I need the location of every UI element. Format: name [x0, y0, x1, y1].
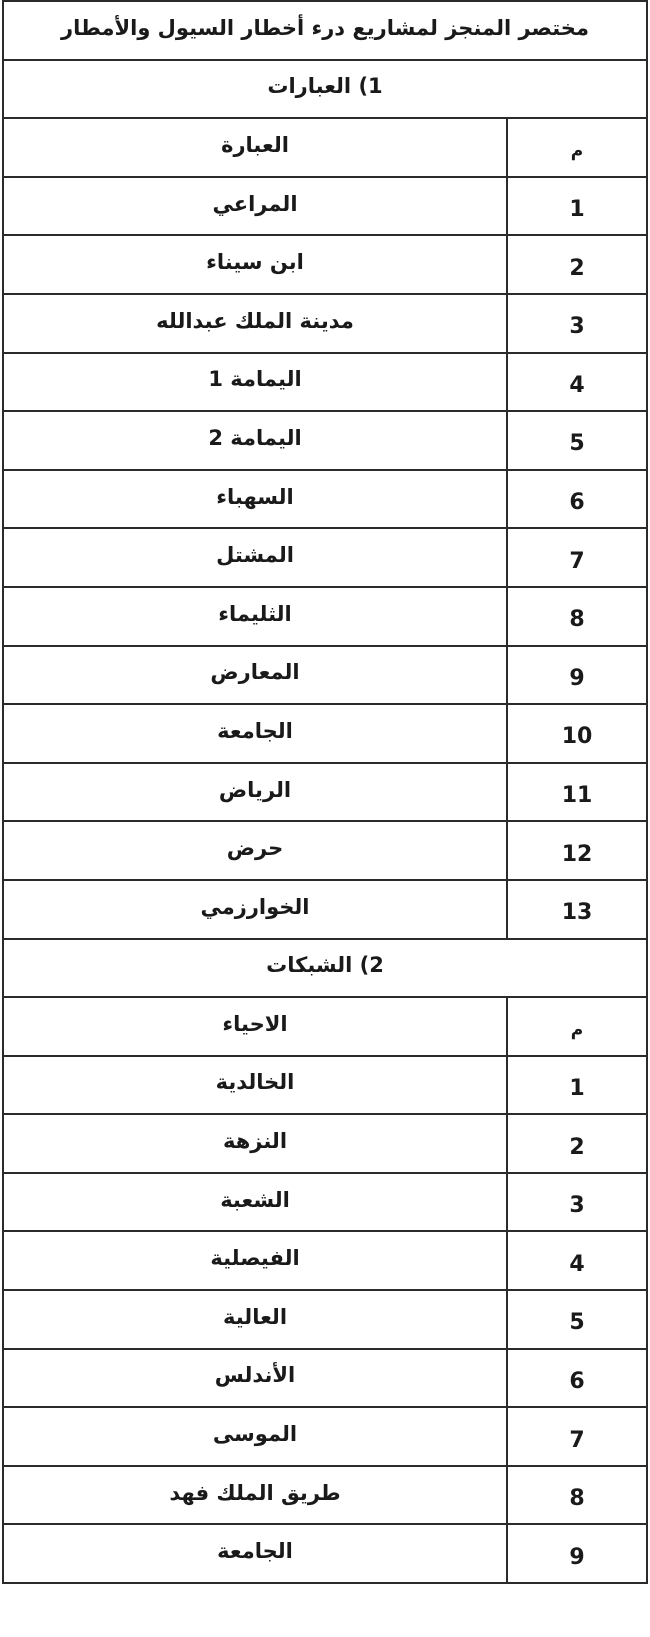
- row-name: الأندلس: [214, 1363, 296, 1388]
- row-number: 2: [506, 1115, 646, 1172]
- row-number: 5: [506, 1291, 646, 1348]
- row-number: 7: [506, 1408, 646, 1465]
- table-row: [4, 412, 646, 471]
- table-row: [4, 822, 646, 881]
- section-heading-culverts: 1) العبارات: [267, 74, 383, 99]
- row-number: 7: [506, 529, 646, 586]
- row-name: الجامعة: [217, 718, 293, 743]
- table-row: [4, 1174, 646, 1233]
- row-name: الخوارزمي: [200, 894, 310, 919]
- row-number: 12: [506, 822, 646, 879]
- table-row: [4, 764, 646, 823]
- table-row: [4, 354, 646, 413]
- table-row: [4, 588, 646, 647]
- row-name: الجامعة: [217, 1539, 293, 1564]
- table-title-row: [4, 2, 646, 61]
- table-row: [4, 1232, 646, 1291]
- row-number: 4: [506, 354, 646, 411]
- row-name: المشتل: [216, 543, 294, 568]
- row-name: اليمامة 1: [208, 367, 302, 392]
- table-row: [4, 178, 646, 237]
- column-header-name: الاحياء: [222, 1011, 288, 1036]
- table-row: [4, 647, 646, 706]
- row-name: الثليماء: [218, 601, 292, 626]
- column-header-row: [4, 998, 646, 1057]
- table-row: [4, 1525, 646, 1584]
- table-row: [4, 1291, 646, 1350]
- row-number: 3: [506, 295, 646, 352]
- table-title: مختصر المنجز لمشاريع درء أخطار السيول والأمطار: [61, 15, 589, 40]
- row-name: طريق الملك فهد: [169, 1480, 341, 1505]
- column-header-row: [4, 119, 646, 178]
- row-number: 2: [506, 236, 646, 293]
- section-heading-row: [4, 61, 646, 120]
- row-number: 4: [506, 1232, 646, 1289]
- row-number: 1: [506, 178, 646, 235]
- row-number: 1: [506, 1057, 646, 1114]
- column-header-number: م: [506, 119, 646, 176]
- table-row: [4, 471, 646, 530]
- table-row: [4, 1115, 646, 1174]
- row-name: المعارض: [210, 660, 300, 685]
- row-name: اليمامة 2: [208, 425, 302, 450]
- row-name: الرياض: [218, 777, 292, 802]
- section-heading-row: [4, 940, 646, 999]
- row-number: 9: [506, 1525, 646, 1582]
- table-row: [4, 295, 646, 354]
- row-name: الخالدية: [215, 1070, 295, 1095]
- row-number: 3: [506, 1174, 646, 1231]
- row-number: 13: [506, 881, 646, 938]
- table-row: [4, 236, 646, 295]
- row-name: ابن سيناء: [206, 250, 304, 275]
- row-name: النزهة: [223, 1129, 288, 1154]
- section-heading-networks: 2) الشبكات: [266, 953, 384, 978]
- summary-table: [2, 0, 648, 1584]
- row-name: حرض: [226, 836, 284, 861]
- row-name: الشعبة: [220, 1187, 290, 1212]
- row-number: 8: [506, 588, 646, 645]
- table-row: [4, 881, 646, 940]
- table-row: [4, 1467, 646, 1526]
- row-name: المراعي: [212, 191, 298, 216]
- row-number: 10: [506, 705, 646, 762]
- table-row: [4, 1057, 646, 1116]
- column-header-number: م: [506, 998, 646, 1055]
- row-number: 5: [506, 412, 646, 469]
- row-number: 9: [506, 647, 646, 704]
- row-name: الموسى: [212, 1422, 298, 1447]
- row-number: 6: [506, 1350, 646, 1407]
- row-number: 6: [506, 471, 646, 528]
- row-number: 8: [506, 1467, 646, 1524]
- table-row: [4, 529, 646, 588]
- row-name: مدينة الملك عبدالله: [156, 308, 354, 333]
- row-name: العالية: [223, 1304, 288, 1329]
- table-row: [4, 1408, 646, 1467]
- table-row: [4, 705, 646, 764]
- column-header-name: العبارة: [221, 132, 289, 157]
- row-name: السهباء: [216, 484, 294, 509]
- row-name: الفيصلية: [210, 1246, 300, 1271]
- row-number: 11: [506, 764, 646, 821]
- table-row: [4, 1350, 646, 1409]
